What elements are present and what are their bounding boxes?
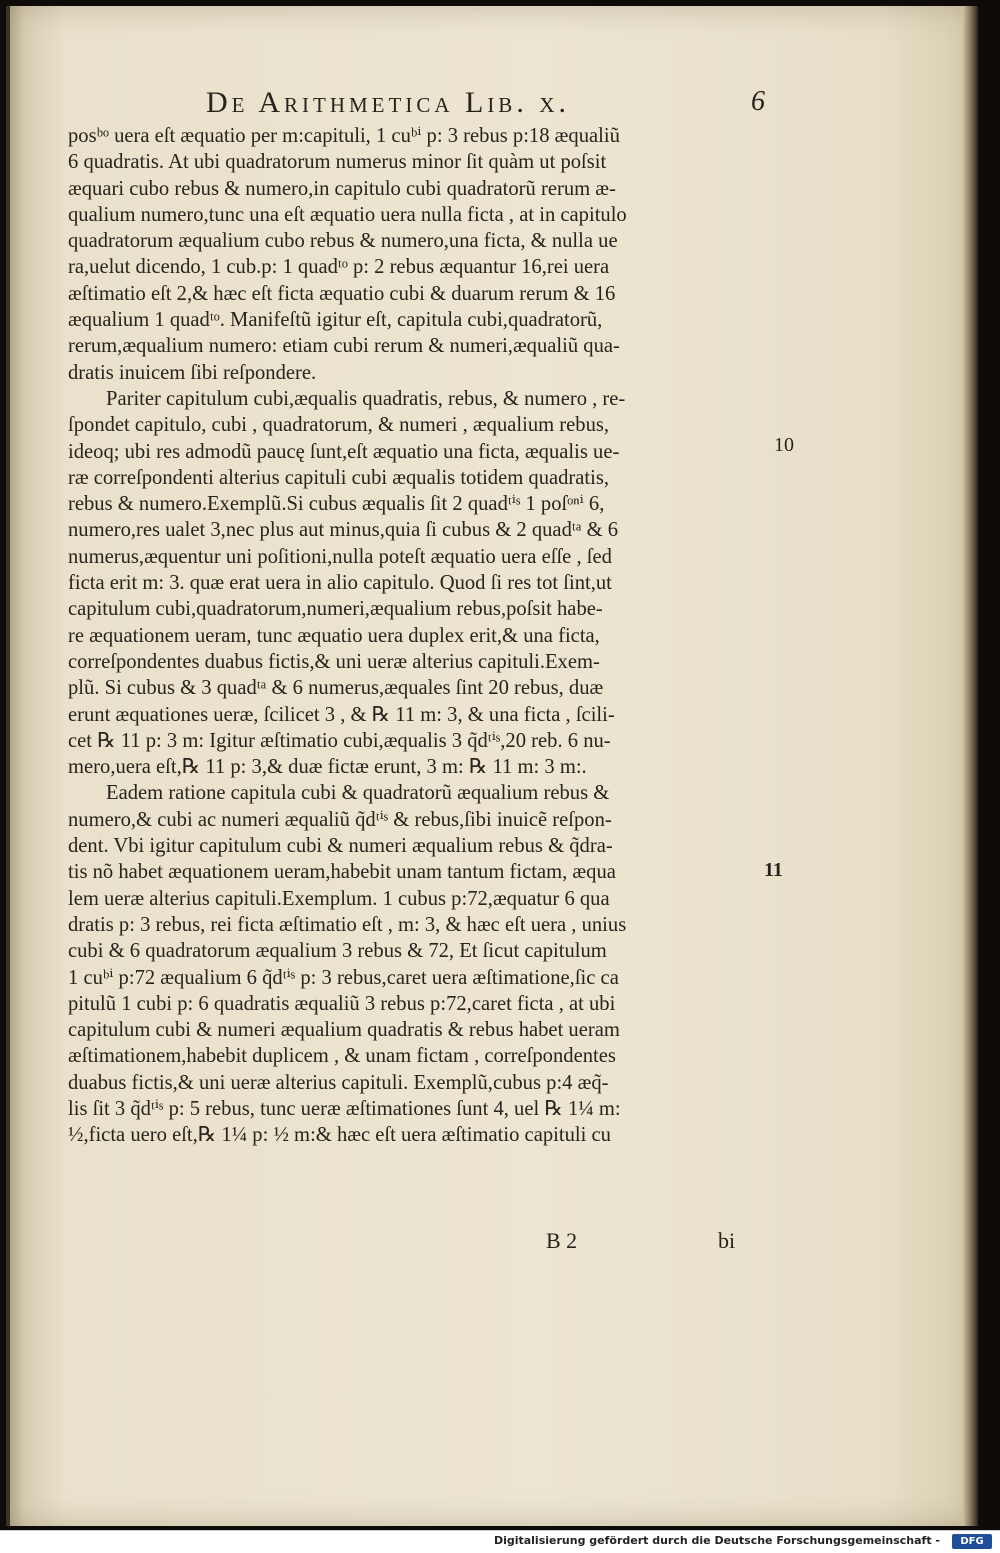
text-line: plũ. Si cubus & 3 quadᵗᵃ & 6 numerus,æquales ſint 20 rebus, duæ [68,677,604,700]
text-line: dratis p: 3 rebus, rei ficta æſtimatio eſt , m: 3, & hæc eſt uera , unius [68,913,627,936]
digitization-footer [0,1530,1000,1553]
text-line: quadratorum æqualium cubo rebus & numero,una ficta, & nulla ue [68,230,618,253]
text-line: ideoq; ubi res admodũ paucę ſunt,eſt æquatio una ficta, æqualis ue- [68,440,620,463]
running-head [206,86,766,122]
text-line: correſpondentes duabus fictis,& uni ueræ alterius capituli.Exem- [68,650,600,673]
folio-number: 6 [751,86,765,117]
margin-note-11: 11 [764,859,783,881]
text-line: cubi & 6 quadratorum æqualium 3 rebus & 72, Et ſicut capitulum [68,940,607,963]
text-line: posᵇᵒ uera eſt æquatio per m:capituli, 1 cuᵇⁱ p: 3 rebus p:18 æqualiũ [68,125,620,147]
text-line: lis ſit 3 q̃dᵗⁱˢ p: 5 rebus, tunc ueræ æſtimationes ſunt 4, uel ℞ 1¼ m: [68,1097,621,1120]
running-head-title: De Arithmetica Lib. x. [206,86,570,119]
text-line: ficta erit m: 3. quæ erat uera in alio capitulo. Quod ſi res tot ſint,ut [68,572,612,595]
text-line: pitulũ 1 cubi p: 6 quadratis æqualiũ 3 rebus p:72,caret ficta , at ubi [68,992,616,1015]
text-line: capitulum cubi & numeri æqualium quadratis & rebus habet ueram [68,1019,620,1042]
text-line: Eadem ratione capitula cubi & quadratorũ æqualium rebus & [106,782,610,805]
signature-mark: B 2 [546,1228,578,1253]
paragraph [68,780,758,1148]
body-text [68,123,758,1149]
text-line: rerum,æqualium numero: etiam cubi rerum & numeri,æqualiũ qua- [68,335,620,358]
text-line: 1 cuᵇⁱ p:72 æqualium 6 q̃dᵗⁱˢ p: 3 rebus,caret uera æſtimatione,ſic ca [68,966,619,989]
text-line: 6 quadratis. At ubi quadratorum numerus minor ſit quàm ut poſsit [68,151,607,174]
text-line: ra,uelut dicendo, 1 cub.p: 1 quadᵗᵒ p: 2 rebus æquantur 16,rei uera [68,256,610,279]
funding-credit: Digitalisierung gefördert durch die Deutsche Forschungsgemeinschaft - [493,1534,940,1547]
text-line: rebus & numero.Exemplũ.Si cubus æqualis ſit 2 quadᵗⁱˢ 1 poſᵒⁿⁱ 6, [68,493,605,516]
text-line: cet ℞ 11 p: 3 m: Igitur æſtimatio cubi,æqualis 3 q̃dᵗⁱˢ,20 reb. 6 nu- [68,729,611,752]
text-line: ſpondet capitulo, cubi , quadratorum, & numeri , æqualium rebus, [68,414,610,437]
text-line: æqualium 1 quadᵗᵒ. Manifeſtũ igitur eſt, capitula cubi,quadratorũ, [68,309,603,332]
text-line: numero,res ualet 3,nec plus aut minus,quia ſi cubus & 2 quadᵗᵃ & 6 [68,519,619,542]
text-line: æſtimatio eſt 2,& hæc eſt ficta æquatio cubi & duarum rerum & 16 [68,282,616,305]
signature-line [546,1228,746,1256]
gutter-edge [6,6,10,1526]
text-line: dratis inuicem ſibi reſpondere. [68,361,317,384]
text-line: numerus,æquentur uni poſitioni,nulla poteſt æquatio uera eſſe , ſed [68,545,612,568]
paragraph [68,386,758,780]
text-line: erunt æquationes ueræ, ſcilicet 3 , & ℞ 11 m: 3, & una ficta , ſcili- [68,703,615,726]
page-edge [962,6,978,1526]
text-line: qualium numero,tunc una eſt æquatio uera nulla ficta , at in capitulo [68,203,627,226]
text-line: æquari cubo rebus & numero,in capitulo cubi quadratorũ rerum æ- [68,177,616,200]
book-page [6,6,978,1526]
text-line: æſtimationem,habebit duplicem , & unam fictam , correſpondentes [68,1045,616,1068]
text-line: re æquationem ueram, tunc æquatio uera duplex erit,& una ficta, [68,624,600,647]
text-line: duabus fictis,& uni ueræ alterius capituli. Exemplũ,cubus p:4 æq̃- [68,1071,609,1094]
text-line: Pariter capitulum cubi,æqualis quadratis, rebus, & numero , re- [106,387,626,410]
dfg-logo[interactable]: DFG [952,1534,992,1549]
text-line: tis nõ habet æquationem ueram,habebit unam tantum fictam, æqua [68,861,616,884]
text-line: numero,& cubi ac numeri æqualiũ q̃dᵗⁱˢ & rebus,ſibi inuicẽ reſpon- [68,808,612,831]
catchword: bi [718,1228,736,1253]
text-line: ræ correſpondenti alterius capituli cubi æqualis totidem quadratis, [68,466,610,489]
text-line: lem ueræ alterius capituli.Exemplum. 1 cubus p:72,æquatur 6 qua [68,887,610,910]
text-line: capitulum cubi,quadratorum,numeri,æqualium rebus,poſsit habe- [68,598,603,621]
text-line: mero,uera eſt,℞ 11 p: 3,& duæ fictæ erunt, 3 m: ℞ 11 m: 3 m:. [68,756,587,779]
margin-note-10: 10 [774,434,794,456]
text-line: ½,ficta uero eſt,℞ 1¼ p: ½ m:& hæc eſt uera æſtimatio capituli cu [68,1124,611,1147]
paragraph [68,123,758,386]
text-line: dent. Vbi igitur capitulum cubi & numeri æqualium rebus & q̃dra- [68,835,613,858]
